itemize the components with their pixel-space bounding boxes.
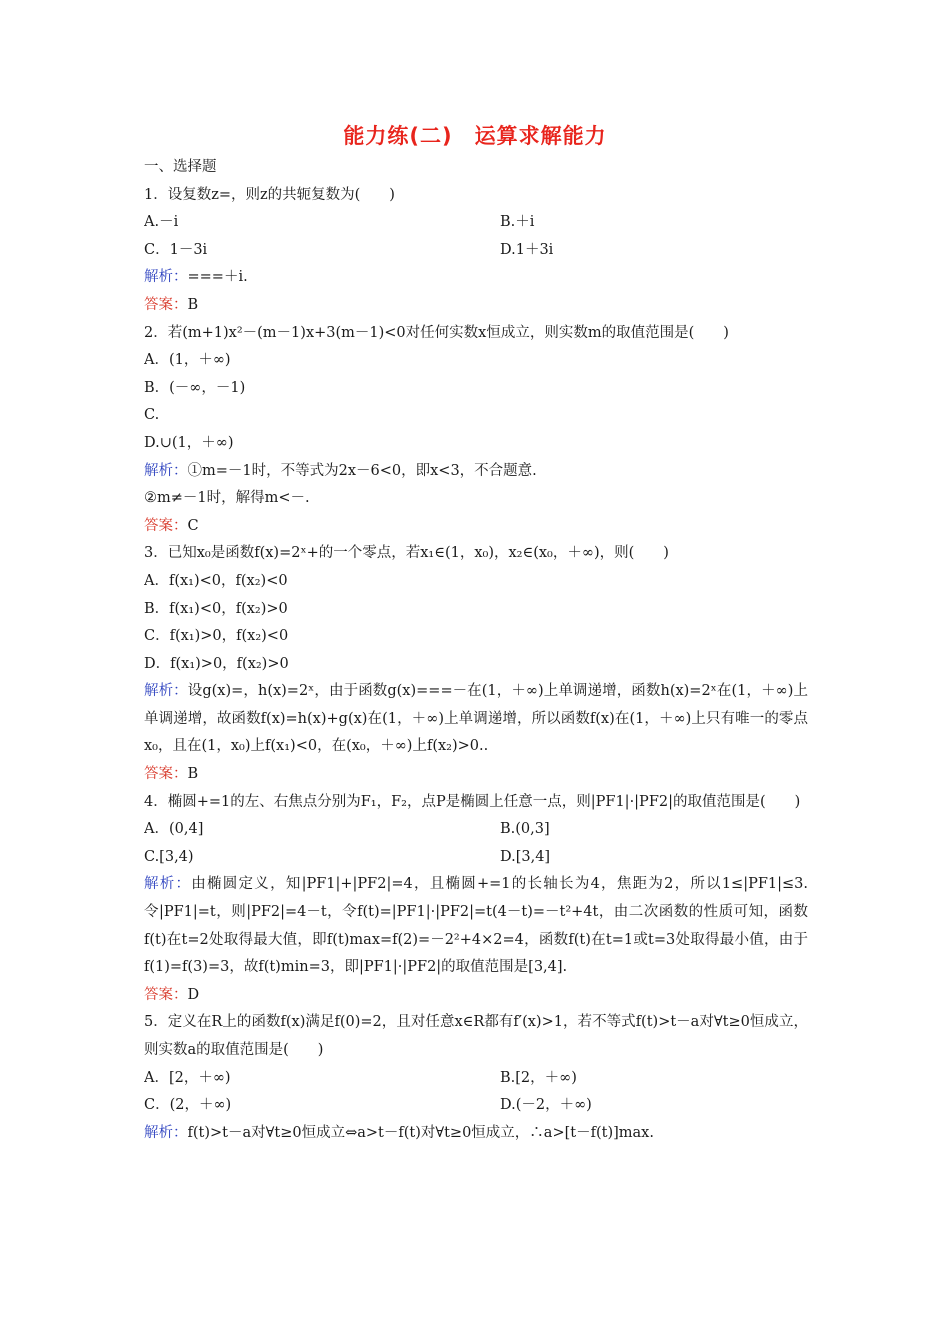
q1-answer [144,292,808,320]
q2-stem: 2．若(m+1)x²－(m－1)x+3(m－1)<0对任何实数x恒成立，则实数m的取值范围是( ) [144,324,729,341]
q2-option-b: B．(－∞，－1) [144,379,246,396]
q4-stem: 4．椭圆+=1的左、右焦点分别为F₁，F₂，点P是椭圆上任意一点，则|PF1|·|PF2|的取值范围是( ) [144,793,801,810]
q5-solution-text: f(t)>t－a对∀t≥0恒成立⇔a>t－f(t)对∀t≥0恒成立，∴a>[t－f(t)]max. [187,1124,654,1141]
q2-answer-value: C [187,517,199,534]
q5-solution [144,1120,808,1148]
q3-answer-label: 答案： [144,766,188,783]
q5-option-a: A．[2，＋∞) [144,1069,231,1086]
q3-option-d: D．f(x₁)>0，f(x₂)>0 [144,655,289,672]
q5-option-b: B.[2，＋∞) [500,1069,577,1086]
q3-solution-text: 设g(x)=，h(x)=2ˣ，由于函数g(x)===－在(1，＋∞)上单调递增，函数h(x)=2ˣ在(1，＋∞)上单调递增，故函数f(x)=h(x)+g(x)在(1，＋∞)上单调递增，所以函数f(x)在(1，＋∞)上只有唯一的零点x₀，且在(1，x₀)上f(x₁)<0，在(x₀，＋∞)上f(x₂)>0.. [144,683,808,755]
q2-option-d: D.∪(1，＋∞) [144,434,234,451]
q3-stem: 3．已知x₀是函数f(x)=2ˣ+的一个零点，若x₁∈(1，x₀)，x₂∈(x₀，＋∞)，则( ) [144,545,669,562]
q2-solution-text-1: ①m=－1时，不等式为2x－6<0，即x<3，不合题意. [187,462,537,479]
q4-options-row1 [144,816,808,844]
q4-option-a: A．(0,4] [144,821,204,838]
q1-option-b: B.＋i [500,214,535,231]
q5-options-row1 [144,1065,808,1093]
q5-solution-label: 解析： [144,1124,188,1141]
q5-option-d: D.(－2，＋∞) [500,1097,592,1114]
q1-stem: 1．设复数z=，则z的共轭复数为( ) [144,186,395,203]
q2-solution-label: 解析： [144,462,188,479]
q5-stem: 5．定义在R上的函数f(x)满足f(0)=2，且对任意x∈R都有f′(x)>1，若不等式f(t)>t－a对∀t≥0恒成立，则实数a的取值范围是( ) [144,1014,808,1058]
q4-answer [144,982,808,1010]
q5-options-row2 [144,1092,808,1120]
q3-solution-label: 解析： [144,683,188,700]
q3-option-a: A．f(x₁)<0，f(x₂)<0 [144,572,288,589]
document-body [144,154,808,1147]
q3-option-b: B．f(x₁)<0，f(x₂)>0 [144,600,288,617]
q4-solution [144,871,808,981]
q1-options-row2 [144,237,808,265]
q4-answer-label: 答案： [144,986,188,1003]
q3-option-c: C．f(x₁)>0，f(x₂)<0 [144,628,289,645]
q1-option-c: C．1－3i [144,241,208,258]
q1-answer-value: B [187,296,199,313]
q4-option-b: B.(0,3] [500,821,550,838]
q4-option-d: D.[3,4] [500,848,551,865]
q2-solution-text-2: ②m≠－1时，解得m<－. [144,490,310,507]
q1-solution-text: ===＋i. [187,269,248,286]
q3-answer [144,761,808,789]
q2-solution [144,458,808,486]
q2-option-c: C. [144,407,160,424]
q4-answer-value: D [187,986,200,1003]
q4-solution-text: 由椭圆定义，知|PF1|+|PF2|=4，且椭圆+=1的长轴长为4，焦距为2，所以1≤|PF1|≤3.令|PF1|=t，则|PF2|=4－t，令f(t)=|PF1|·|PF2|=t(4－t)=－t²+4t，由二次函数的性质可知，函数f(t)在t=2处取得最大值，即f(t)max=f(2)=－2²+4×2=4，函数f(t)在t=1或t=3处取得最小值，由于f(1)=f(3)=3，故f(t)min=3，即|PF1|·|PF2|的取值范围是[3,4]. [144,876,809,976]
q5-option-c: C．(2，＋∞) [144,1097,232,1114]
q3-answer-value: B [187,766,199,783]
q1-solution-label: 解析： [144,269,188,286]
q2-answer [144,513,808,541]
q1-answer-label: 答案： [144,296,188,313]
q4-option-c: C.[3,4) [144,848,194,865]
page-title: 能力练(二) 运算求解能力 [343,124,607,148]
q1-options-row1 [144,209,808,237]
q2-answer-label: 答案： [144,517,188,534]
q3-solution [144,678,808,761]
q1-option-a: A.－i [144,214,179,231]
q1-solution [144,264,808,292]
q4-solution-label: 解析： [144,876,192,893]
q4-options-row2 [144,844,808,872]
q2-option-a: A．(1，＋∞) [144,352,231,369]
q1-option-d: D.1＋3i [500,241,554,258]
section-heading: 一、选择题 [144,159,217,175]
